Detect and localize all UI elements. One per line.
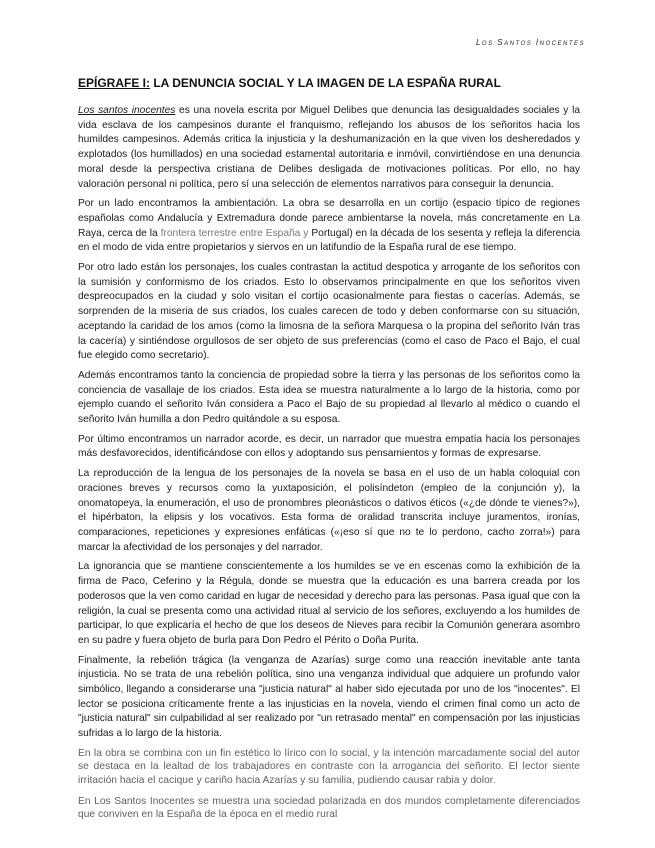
document-body	[78, 104, 580, 829]
paragraph-setting	[78, 197, 580, 256]
paragraph-intro-text: es una novela escrita por Miguel Delibes que denuncia las desigualdades sociales y la vida esclava de los campesinos durante el franquismo, reflejando los abusos de los señoritos hacia los humildes campesinos. Además critica la injusticia y la deshumanización en la que viven los desheredados y explotados (los humillados) en una sociedad estamental autoritaria e inmóvil, convirtiéndose en una denuncia moral desde la perspectiva cristiana de Delibes desligada de motivaciones políticas. Por ello, no hay valoración personal ni política, pero sí una selección de elementos narrativos para conseguir la denuncia.	[78, 105, 580, 190]
running-header: Los Santos Inocentes	[475, 38, 585, 47]
book-title: Los santos inocentes	[78, 105, 176, 116]
paragraph-lyrical-social: En la obra se combina con un fin estético lo lírico con lo social, y la intención marcadamente social del autor se destaca en la lealtad de los trabajadores en contraste con la arrogancia del señorito. El lector siente irritación hacia el cacique y cariño hacia Azarías y su familia, pudiendo causar rabia y dolor.	[78, 747, 580, 787]
paragraph-society: En Los Santos Inocentes se muestra una sociedad polarizada en dos mundos completamente diferenciados que conviven en la España de la época en el medio rural	[78, 795, 580, 821]
paragraph-narrator: Por último encontramos un narrador acorde, es decir, un narrador que muestra empatía hacia los personajes más desfavorecidos, identificándose con ellos y adoptando sus pensamientos y formas de expresarse.	[78, 433, 580, 460]
highlighted-text: frontera terrestre entre España y	[160, 227, 309, 239]
section-label: EPÍGRAFE I:	[78, 76, 151, 90]
paragraph-intro	[78, 104, 580, 192]
paragraph-setting-part1: Por un lado encontramos la ambientación. La obra se desarrolla en un cortijo (espacio típico de regiones españolas como Andalucía y Extremadura donde parece ambientarse la novela, más concretamente en La Raya, cerca de la	[78, 198, 580, 239]
paragraph-rebellion: Finalmente, la rebelión trágica (la venganza de Azarías) surge como una reacción inevitable ante tanta injusticia. No se trata de una rebelión política, sino una venganza individual que adquiere un profundo valor simbólico, llegando a considerarse una "justicia natural" al haber sido ejecutada por uno de los "inocentes". El lector se posiciona críticamente frente a las injusticias en la novela, viendo el crimen final como un acto de "justicia natural" sin culpabilidad al ser realizado por "un retrasado mental" en compensación por las injusticias sufridas a lo largo de la historia.	[78, 654, 580, 740]
section-title-text: LA DENUNCIA SOCIAL Y LA IMAGEN DE LA ESPAÑA RURAL	[150, 76, 501, 90]
section-title	[78, 76, 578, 90]
paragraph-language: La reproducción de la lengua de los personajes de la novela se basa en el uso de un habla coloquial con oraciones breves y recursos como la yuxtaposición, el polisíndeton (empleo de la conjunción y), la onomatopeya, la enumeración, el uso de pronombres pleonásticos o dativos éticos («¿de dónde te vienes?»), el hipérbaton, la elipsis y los vocativos. Esta forma de oralidad transcrita incluye juramentos, ironías, comparaciones, repeticiones y expresiones enfáticas («¡eso sí que no te lo perdono, cacho zorra!») para marcar la afectividad de los personajes y del narrador.	[78, 468, 580, 553]
paragraph-ownership: Además encontramos tanto la conciencia de propiedad sobre la tierra y las personas de los señoritos como la conciencia de vasallaje de los criados. Esta idea se muestra naturalmente a lo largo de la historia, como por ejemplo cuando el señorito Iván considera a Paco el Bajo de su propiedad al llevarlo al médico o cuando el señorito Iván humilla a don Pedro quitándole a su esposa.	[78, 369, 580, 426]
paragraph-setting-part2: Portugal) en la década de los sesenta y refleja la diferencia en el modo de vida entre propietarios y siervos en un latifundio de la España rural de ese tiempo.	[78, 227, 580, 254]
paragraph-ignorance: La ignorancia que se mantiene conscientemente a los humildes se ve en escenas como la exhibición de la firma de Paco, Ceferino y la Régula, donde se muestra que la educación es una barrera creada por los poderosos que la ven como caridad en lugar de necesidad y derecho para las personas. Pasa igual que con la religión, la cual se presenta como una actividad ritual al servicio de los señores, excluyendo a los humildes de participar, lo que explicaría el hecho de que los deseos de Nieves para recibir la Comunión generara asombro en su padre y fuera objeto de burla para Don Pedro el Périto o Doña Purita.	[78, 561, 580, 646]
paragraph-characters: Por otro lado están los personajes, los cuales contrastan la actitud despotica y arrogante de los señoritos con la sumisión y conformismo de los criados. Esto lo observamos principalmente en que los señoritos viven despreocupados en la ciudad y solo visitan el cortijo ocasionalmente para fiestas o cacerías. Además, se sorprenden de la miseria de sus criados, los cuales carecen de todo y deben conformarse con su situación, aceptando la caridad de los amos (como la limosna de la señora Marquesa o la propina del señorito Iván tras la cacería) y sintiéndose orgullosos de ser objeto de sus preferencias (como el caso de Paco el Bajo, el cual fue elegido como secretario).	[78, 262, 580, 362]
